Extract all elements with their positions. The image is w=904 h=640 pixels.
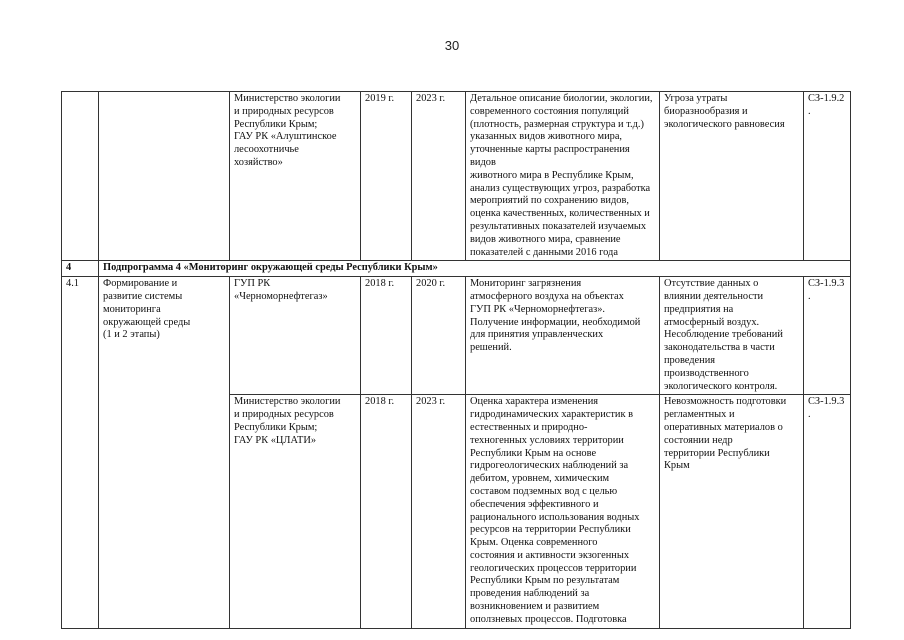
cell-number: 4.1 [62, 277, 99, 629]
cell-end-year: 2023 г. [412, 92, 466, 261]
cell-expected-result: Детальное описание биологии, экологии, современного состояния популяций (плотность, размерная структура и т.д.) указанных видов животного мира, уточненные карты распространения видов животного мира в Республике Крым, анализ существующих угроз, разработка мероприятий по сохранению видов, оценка качественных, количественных и результативных показателей изучаемых видов животного мира, сравнение показателей с данными 2016 года [466, 92, 660, 261]
cell-expected-result: Оценка характера изменения гидродинамических характеристик в естественных и природно- техногенных условиях территории Республики Крым на основе гидрогеологических наблюдений за дебитом, уровнем, химическим составом подземных вод с целью обеспечения эффективного и рационального использования водных ресурсов на территории Республики Крым. Оценка современного состояния и активности экзогенных геологических процессов территории Республики Крым по результатам проведения наблюдений за возникновением и развитием оползневых процессов. Подготовка [466, 395, 660, 628]
cell-consequences: Отсутствие данных о влиянии деятельности предприятия на атмосферный воздух. Несоблюдение требований законодательства в части проведения производственного экологического контроля. [660, 277, 804, 395]
cell-number [62, 92, 99, 261]
cell-start-year: 2018 г. [361, 277, 412, 395]
program-activities-table [61, 91, 851, 629]
cell-code: СЗ-1.9.2. [804, 92, 851, 261]
cell-start-year: 2019 г. [361, 92, 412, 261]
cell-activity: Формирование и развитие системы мониторинга окружающей среды (1 и 2 этапы) [99, 277, 230, 629]
subprogram-number: 4 [62, 261, 99, 277]
page-number: 30 [444, 38, 460, 53]
cell-code: СЗ-1.9.3. [804, 277, 851, 395]
cell-consequences: Угроза утраты биоразнообразия и экологического равновесия [660, 92, 804, 261]
cell-activity [99, 92, 230, 261]
table-row [62, 277, 851, 395]
cell-executor: ГУП РК «Черноморнефтегаз» [230, 277, 361, 395]
table-row [62, 92, 851, 261]
cell-executor: Министерство экологии и природных ресурсов Республики Крым; ГАУ РК «ЦЛАТИ» [230, 395, 361, 628]
cell-end-year: 2020 г. [412, 277, 466, 395]
subprogram-title: Подпрограмма 4 «Мониторинг окружающей среды Республики Крым» [99, 261, 851, 277]
cell-start-year: 2018 г. [361, 395, 412, 628]
cell-code: СЗ-1.9.3. [804, 395, 851, 628]
cell-expected-result: Мониторинг загрязнения атмосферного воздуха на объектах ГУП РК «Черноморнефтегаз». Получение информации, необходимой для принятия управленческих решений. [466, 277, 660, 395]
cell-executor: Министерство экологии и природных ресурсов Республики Крым; ГАУ РК «Алуштинское лесоохотничье хозяйство» [230, 92, 361, 261]
cell-end-year: 2023 г. [412, 395, 466, 628]
cell-consequences: Невозможность подготовки регламентных и оперативных материалов о состоянии недр территории Республики Крым [660, 395, 804, 628]
subprogram-header-row [62, 261, 851, 277]
